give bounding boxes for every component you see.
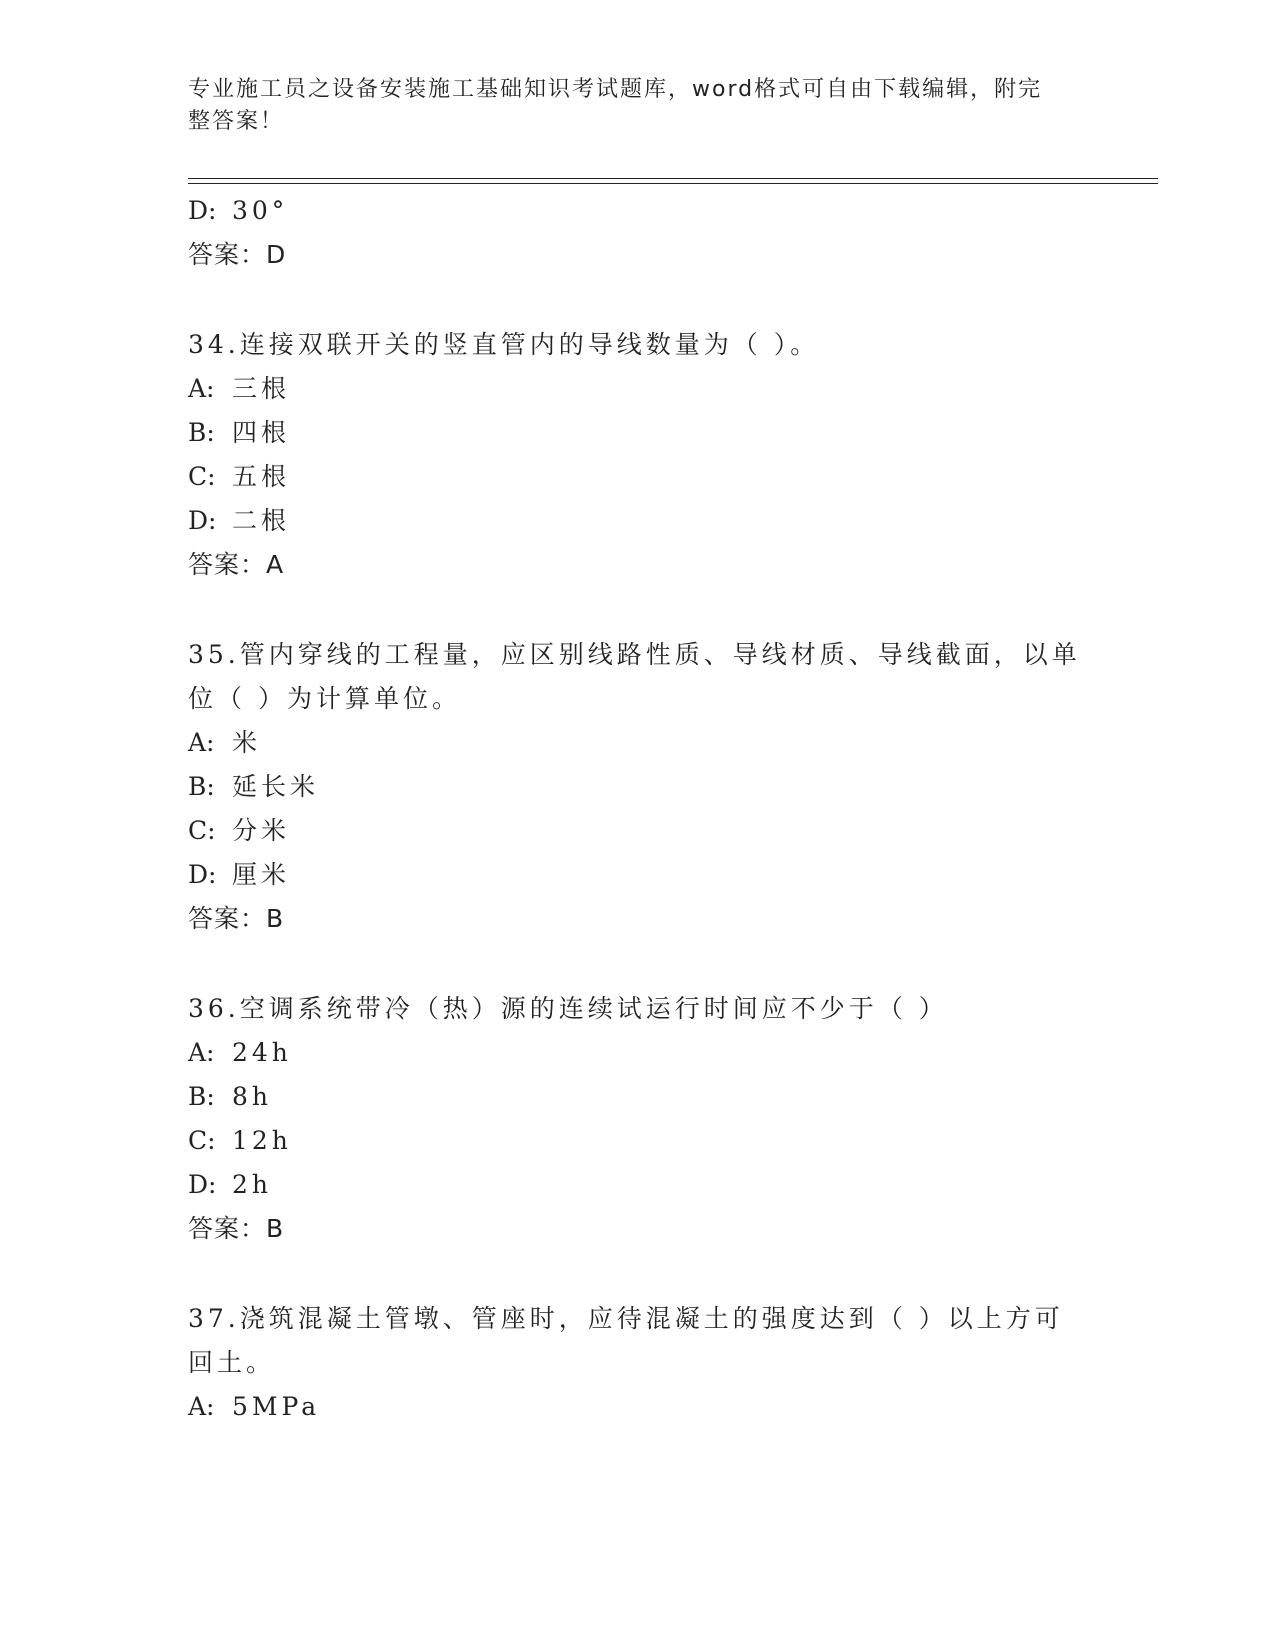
header-divider-top <box>188 178 1158 179</box>
option-label: B: <box>188 772 215 801</box>
option-label: A: <box>188 1392 215 1421</box>
option-label: C: <box>188 816 216 845</box>
question-stem-line-1: 37.浇筑混凝土管墩、管座时，应待混凝土的强度达到（ ）以上方可 <box>188 1304 1064 1333</box>
option-label: A: <box>188 1038 215 1067</box>
question-stem: 34.连接双联开关的竖直管内的导线数量为（ ）。 <box>188 330 820 359</box>
option-text: 8h <box>232 1082 273 1111</box>
option-text: 米 <box>232 728 262 757</box>
option-d <box>188 196 288 226</box>
answer-line: 答案：B <box>188 1214 285 1243</box>
option-b <box>188 418 290 448</box>
option-text: 三根 <box>232 374 291 403</box>
option-text: 30° <box>232 196 289 225</box>
option-label: D: <box>188 506 217 535</box>
option-d <box>188 1170 272 1200</box>
option-label: A: <box>188 374 215 403</box>
option-label: A: <box>188 728 215 757</box>
option-a <box>188 728 261 758</box>
option-label: C: <box>188 462 216 491</box>
option-label: B: <box>188 1082 215 1111</box>
option-text: 12h <box>232 1126 292 1155</box>
header-line-1: 专业施工员之设备安装施工基础知识考试题库，word格式可自由下载编辑，附完 <box>188 77 1043 102</box>
header-divider-bottom <box>188 183 1158 184</box>
question-stem-line-1: 35.管内穿线的工程量，应区别线路性质、导线材质、导线截面，以单 <box>188 640 1081 669</box>
question-stem: 36.空调系统带冷（热）源的连续试运行时间应不少于（ ） <box>188 994 948 1023</box>
option-text: 分米 <box>232 816 291 845</box>
option-label: D: <box>188 860 217 889</box>
option-text: 24h <box>232 1038 292 1067</box>
header-line-2: 整答案！ <box>188 109 285 134</box>
option-a <box>188 1038 292 1068</box>
option-b <box>188 1082 272 1112</box>
option-d <box>188 860 290 890</box>
option-label: C: <box>188 1126 216 1155</box>
option-text: 2h <box>232 1170 273 1199</box>
option-a <box>188 374 290 404</box>
option-text: 5MPa <box>232 1392 321 1421</box>
option-label: B: <box>188 418 215 447</box>
option-b <box>188 772 319 802</box>
answer-line: 答案：B <box>188 904 285 933</box>
option-c <box>188 1126 292 1156</box>
option-text: 厘米 <box>232 860 291 889</box>
option-text: 四根 <box>232 418 291 447</box>
question-stem-line-2: 回土。 <box>188 1348 276 1377</box>
option-label: D: <box>188 196 217 225</box>
option-c <box>188 462 290 492</box>
answer-line: 答案：A <box>188 550 285 579</box>
option-a <box>188 1392 320 1422</box>
option-c <box>188 816 290 846</box>
option-label: D: <box>188 1170 217 1199</box>
option-d <box>188 506 290 536</box>
document-header <box>188 74 1068 138</box>
option-text: 五根 <box>232 462 291 491</box>
option-text: 二根 <box>232 506 291 535</box>
question-stem-line-2: 位（ ）为计算单位。 <box>188 684 461 713</box>
answer-line: 答案：D <box>188 240 287 269</box>
option-text: 延长米 <box>232 772 320 801</box>
